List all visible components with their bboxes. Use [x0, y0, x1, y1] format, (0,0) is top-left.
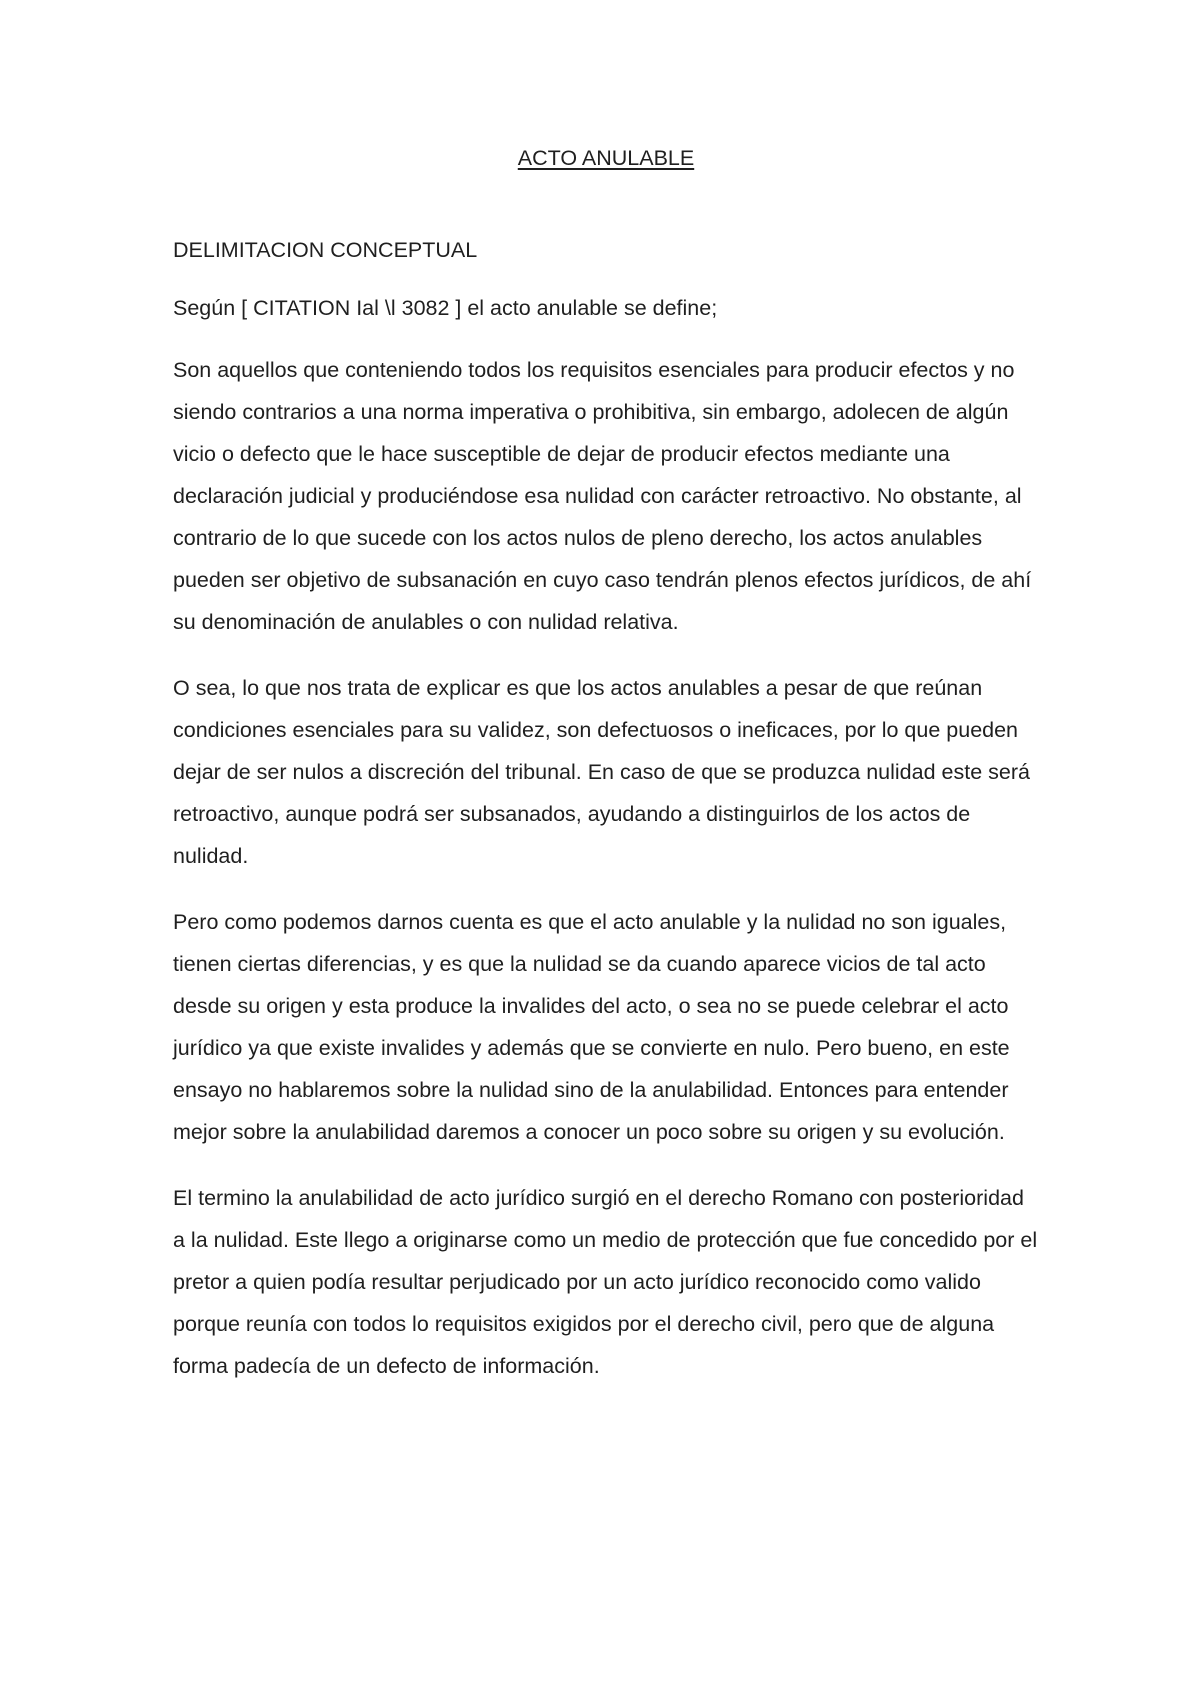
citation-intro: Según [ CITATION Ial \l 3082 ] el acto anulable se define;	[173, 296, 718, 320]
document-title: ACTO ANULABLE	[517, 146, 695, 170]
document-body	[173, 141, 1039, 1387]
section-heading: DELIMITACION CONCEPTUAL	[173, 238, 478, 262]
paragraph-4: El termino la anulabilidad de acto jurídico surgió en el derecho Romano con posterioridad a la nulidad. Este llego a originarse como un medio de protección que fue concedido por el pretor a quien podía resultar perjudicado por un acto jurídico reconocido como valido porque reunía con todos lo requisitos exigidos por el derecho civil, pero que de alguna forma padecía de un defecto de información.	[173, 1186, 1038, 1378]
paragraph-3: Pero como podemos darnos cuenta es que el acto anulable y la nulidad no son iguales, tienen ciertas diferencias, y es que la nulidad se da cuando aparece vicios de tal acto desde su origen y esta produce la invalides del acto, o sea no se puede celebrar el acto jurídico ya que existe invalides y además que se convierte en nulo. Pero bueno, en este ensayo no hablaremos sobre la nulidad sino de la anulabilidad. Entonces para entender mejor sobre la anulabilidad daremos a conocer un poco sobre su origen y su evolución.	[173, 910, 1010, 1144]
paragraph-1: Son aquellos que conteniendo todos los requisitos esenciales para producir efectos y no siendo contrarios a una norma imperativa o prohibitiva, sin embargo, adolecen de algún vicio o defecto que le hace susceptible de dejar de producir efectos mediante una declaración judicial y produciéndose esa nulidad con carácter retroactivo. No obstante, al contrario de lo que sucede con los actos nulos de pleno derecho, los actos anulables pueden ser objetivo de subsanación en cuyo caso tendrán plenos efectos jurídicos, de ahí su denominación de anulables o con nulidad relativa.	[173, 358, 1032, 634]
paragraph-2: O sea, lo que nos trata de explicar es que los actos anulables a pesar de que reúnan condiciones esenciales para su validez, son defectuosos o ineficaces, por lo que pueden dejar de ser nulos a discreción del tribunal. En caso de que se produzca nulidad este será retroactivo, aunque podrá ser subsanados, ayudando a distinguirlos de los actos de nulidad.	[173, 676, 1030, 868]
